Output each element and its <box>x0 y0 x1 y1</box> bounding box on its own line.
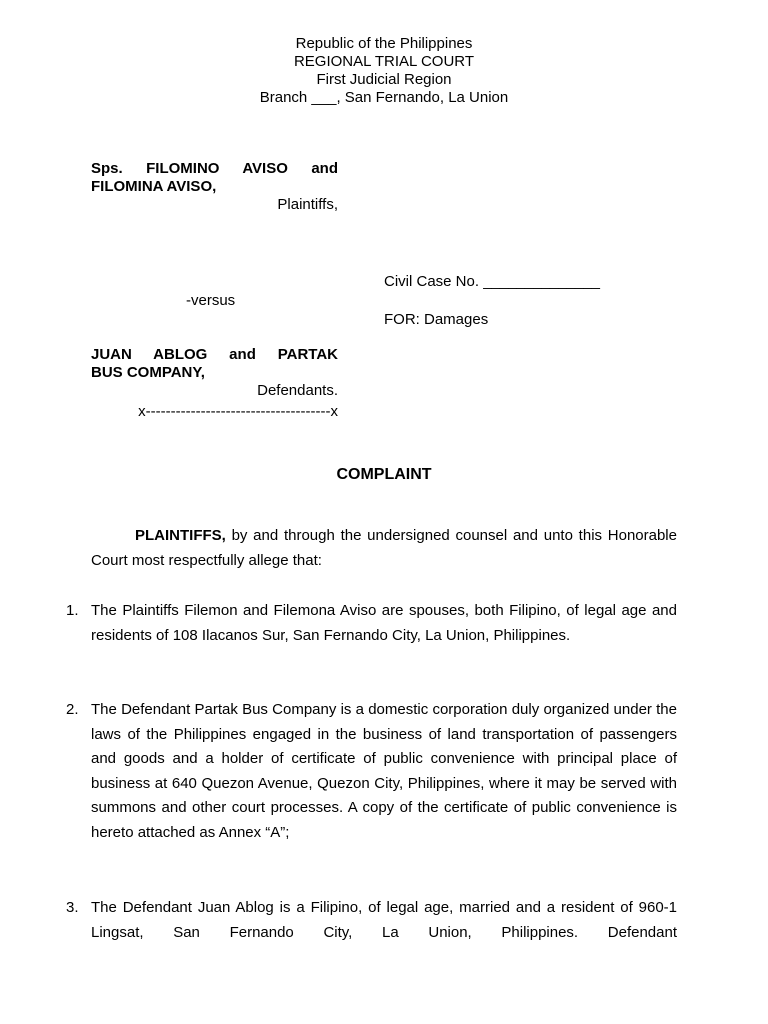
allegation-text: The Plaintiffs Filemon and Filemona Aviso are spouses, both Filipino, of legal age and residents of 108 Ilacanos Sur, San Fernando City, La Union, Philippines. <box>91 602 677 644</box>
header-republic: Republic of the Philippines <box>295 35 473 52</box>
defendants-role: Defendants. <box>257 382 338 399</box>
header-branch: Branch ___, San Fernando, La Union <box>259 89 509 106</box>
allegation-text: The Defendant Partak Bus Company is a domestic corporation duly organized under the laws of the Philippines engaged in the business of land transportation of passengers and goods and a holder of certificate of public convenience with principal place of business at 640 Quezon Avenue, Quezon City, Philippines, where it may be served with summons and other court processes. A copy of the certificate of public convenience is hereto attached as Annex “A”; <box>91 701 677 841</box>
allegation-number: 2. <box>66 701 79 718</box>
caption-separator: x-------------------------------------x <box>138 403 338 420</box>
intro-paragraph <box>91 524 677 573</box>
allegation-number: 3. <box>66 899 79 916</box>
plaintiffs-name-line-1: Sps. FILOMINO AVISO and <box>91 160 338 177</box>
defendants-block <box>91 346 338 401</box>
intro-text: by and through the undersigned counsel and unto this Honorable Court most respectfully allege that: <box>91 527 677 569</box>
court-header <box>0 35 768 107</box>
header-region: First Judicial Region <box>316 71 452 88</box>
allegation-2 <box>66 698 677 845</box>
allegation-text: The Defendant Juan Ablog is a Filipino, of legal age, married and a resident of 960-1 Lingsat, San Fernando City, La Union, Philippines. Defendant <box>91 899 677 941</box>
allegation-3 <box>66 896 677 945</box>
case-subject: FOR: Damages <box>384 311 489 328</box>
plaintiffs-role: Plaintiffs, <box>277 196 338 213</box>
plaintiffs-block <box>91 160 338 215</box>
allegation-1 <box>66 599 677 648</box>
intro-lead: PLAINTIFFS, <box>135 527 226 544</box>
defendants-name-line-1: JUAN ABLOG and PARTAK <box>91 346 338 363</box>
allegation-number: 1. <box>66 602 79 619</box>
document-title: COMPLAINT <box>336 466 432 483</box>
versus-label: -versus <box>186 292 236 309</box>
plaintiffs-name-line-2: FILOMINA AVISO, <box>91 178 217 195</box>
case-number: Civil Case No. ______________ <box>384 273 600 290</box>
defendants-name-line-2: BUS COMPANY, <box>91 364 205 381</box>
header-court: REGIONAL TRIAL COURT <box>293 53 475 70</box>
case-info <box>384 273 600 329</box>
